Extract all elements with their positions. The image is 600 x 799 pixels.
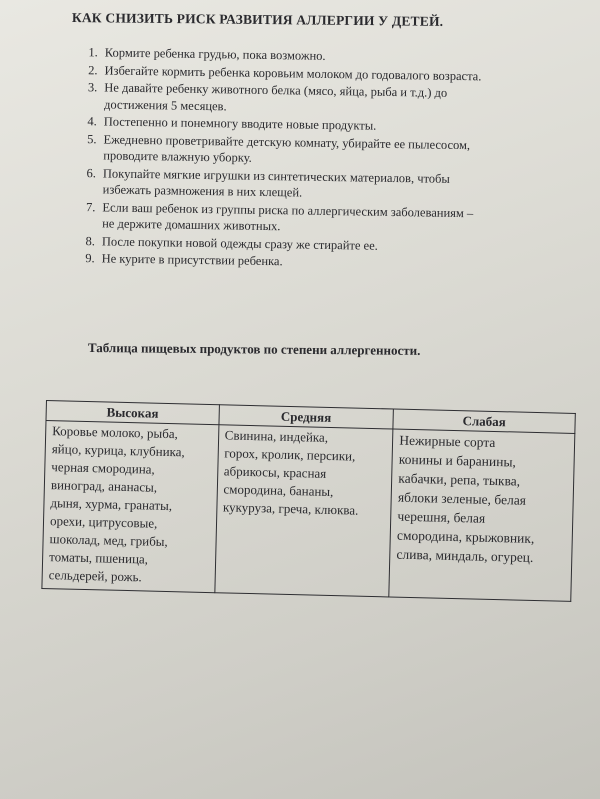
cell-line: Нежирные сорта <box>399 432 496 450</box>
cell-line: черешня, белая <box>397 508 486 526</box>
cell-line: яйцо, курица, клубника, <box>51 441 185 460</box>
list-item-number: 5. <box>87 131 97 146</box>
list-item-line: Постепенно и понемногу вводите новые продукты. <box>103 114 377 133</box>
cell-high-allergens <box>42 421 219 593</box>
cell-line: конины и баранины, <box>398 451 517 470</box>
list-item-number: 8. <box>85 233 96 248</box>
cell-line: шоколад, мед, грибы, <box>49 531 168 550</box>
list-item-number: 7. <box>85 199 96 214</box>
list-item-line: не держите домашних животных. <box>102 216 281 234</box>
list-item-number: 4. <box>87 114 97 129</box>
cell-low-allergens <box>389 429 575 601</box>
list-item-line: Ежедневно проветривайте детскую комнату, убирайте ее пылесосом, <box>103 131 471 152</box>
cell-line: смородина, бананы, <box>223 481 334 500</box>
tips-list <box>72 44 595 276</box>
cell-line: слива, миндаль, огурец. <box>396 546 534 565</box>
cell-line: кабачки, репа, тыква, <box>398 470 521 489</box>
cell-line: смородина, крыжовник, <box>396 527 535 546</box>
cell-line: черная смородина, <box>51 459 155 477</box>
list-item-number: 6. <box>86 165 97 180</box>
list-item-line: достижения 5 месяцев. <box>103 96 227 113</box>
document-title: КАК СНИЗИТЬ РИСК РАЗВИТИЯ АЛЛЕРГИИ У ДЕТЕЙ. <box>71 10 444 29</box>
cell-line: кукуруза, греча, клюква. <box>222 499 359 518</box>
cell-line: томаты, пшеница, <box>48 549 149 567</box>
list-item-line: Кормите ребенка грудью, пока возможно. <box>104 45 326 63</box>
cell-line: сельдерей, рожь. <box>48 567 142 585</box>
list-item-line: проводите влажную уборку. <box>103 148 252 165</box>
list-item-line: избежать размножения в них клещей. <box>102 182 303 200</box>
table-caption: Таблица пищевых продуктов по степени аллергенности. <box>87 340 421 358</box>
allergen-table <box>41 400 575 602</box>
cell-line: Коровье молоко, рыба, <box>52 423 179 442</box>
cell-line: горох, кролик, персики, <box>224 445 356 464</box>
list-item-line: После покупки новой одежды сразу же стирайте ее. <box>101 233 378 253</box>
list-item-line: Избегайте кормить ребенка коровьим молоком до годовалого возраста. <box>104 62 482 83</box>
list-item-line: Не давайте ребенку животного белка (мясо, яйца, рыба и т.д.) до <box>104 80 448 100</box>
cell-line: дыня, хурма, гранаты, <box>50 495 173 514</box>
cell-line: абрикосы, красная <box>223 463 327 481</box>
header-high: Высокая <box>46 401 219 425</box>
list-item-number: 9. <box>85 251 95 266</box>
list-item-line: Если ваш ребенок из группы риска по аллергическим заболеваниям – <box>102 199 474 220</box>
table-row <box>42 421 575 602</box>
cell-line: яблоки зеленые, белая <box>397 489 527 508</box>
list-item-number: 3. <box>87 80 98 95</box>
cell-line: Свинина, индейка, <box>224 427 329 445</box>
cell-line: виноград, ананасы, <box>50 477 158 495</box>
list-item-number: 1. <box>88 45 98 60</box>
allergen-table-wrapper <box>41 400 595 602</box>
header-low: Слабая <box>393 409 575 433</box>
list-item-number: 2. <box>88 62 98 77</box>
cell-medium-allergens <box>214 425 393 597</box>
header-medium: Средняя <box>219 405 394 429</box>
list-item-line: Не курите в присутствии ребенка. <box>101 251 283 269</box>
cell-line: орехи, цитрусовые, <box>49 513 158 531</box>
list-item-line: Покупайте мягкие игрушки из синтетических материалов, чтобы <box>102 165 450 186</box>
